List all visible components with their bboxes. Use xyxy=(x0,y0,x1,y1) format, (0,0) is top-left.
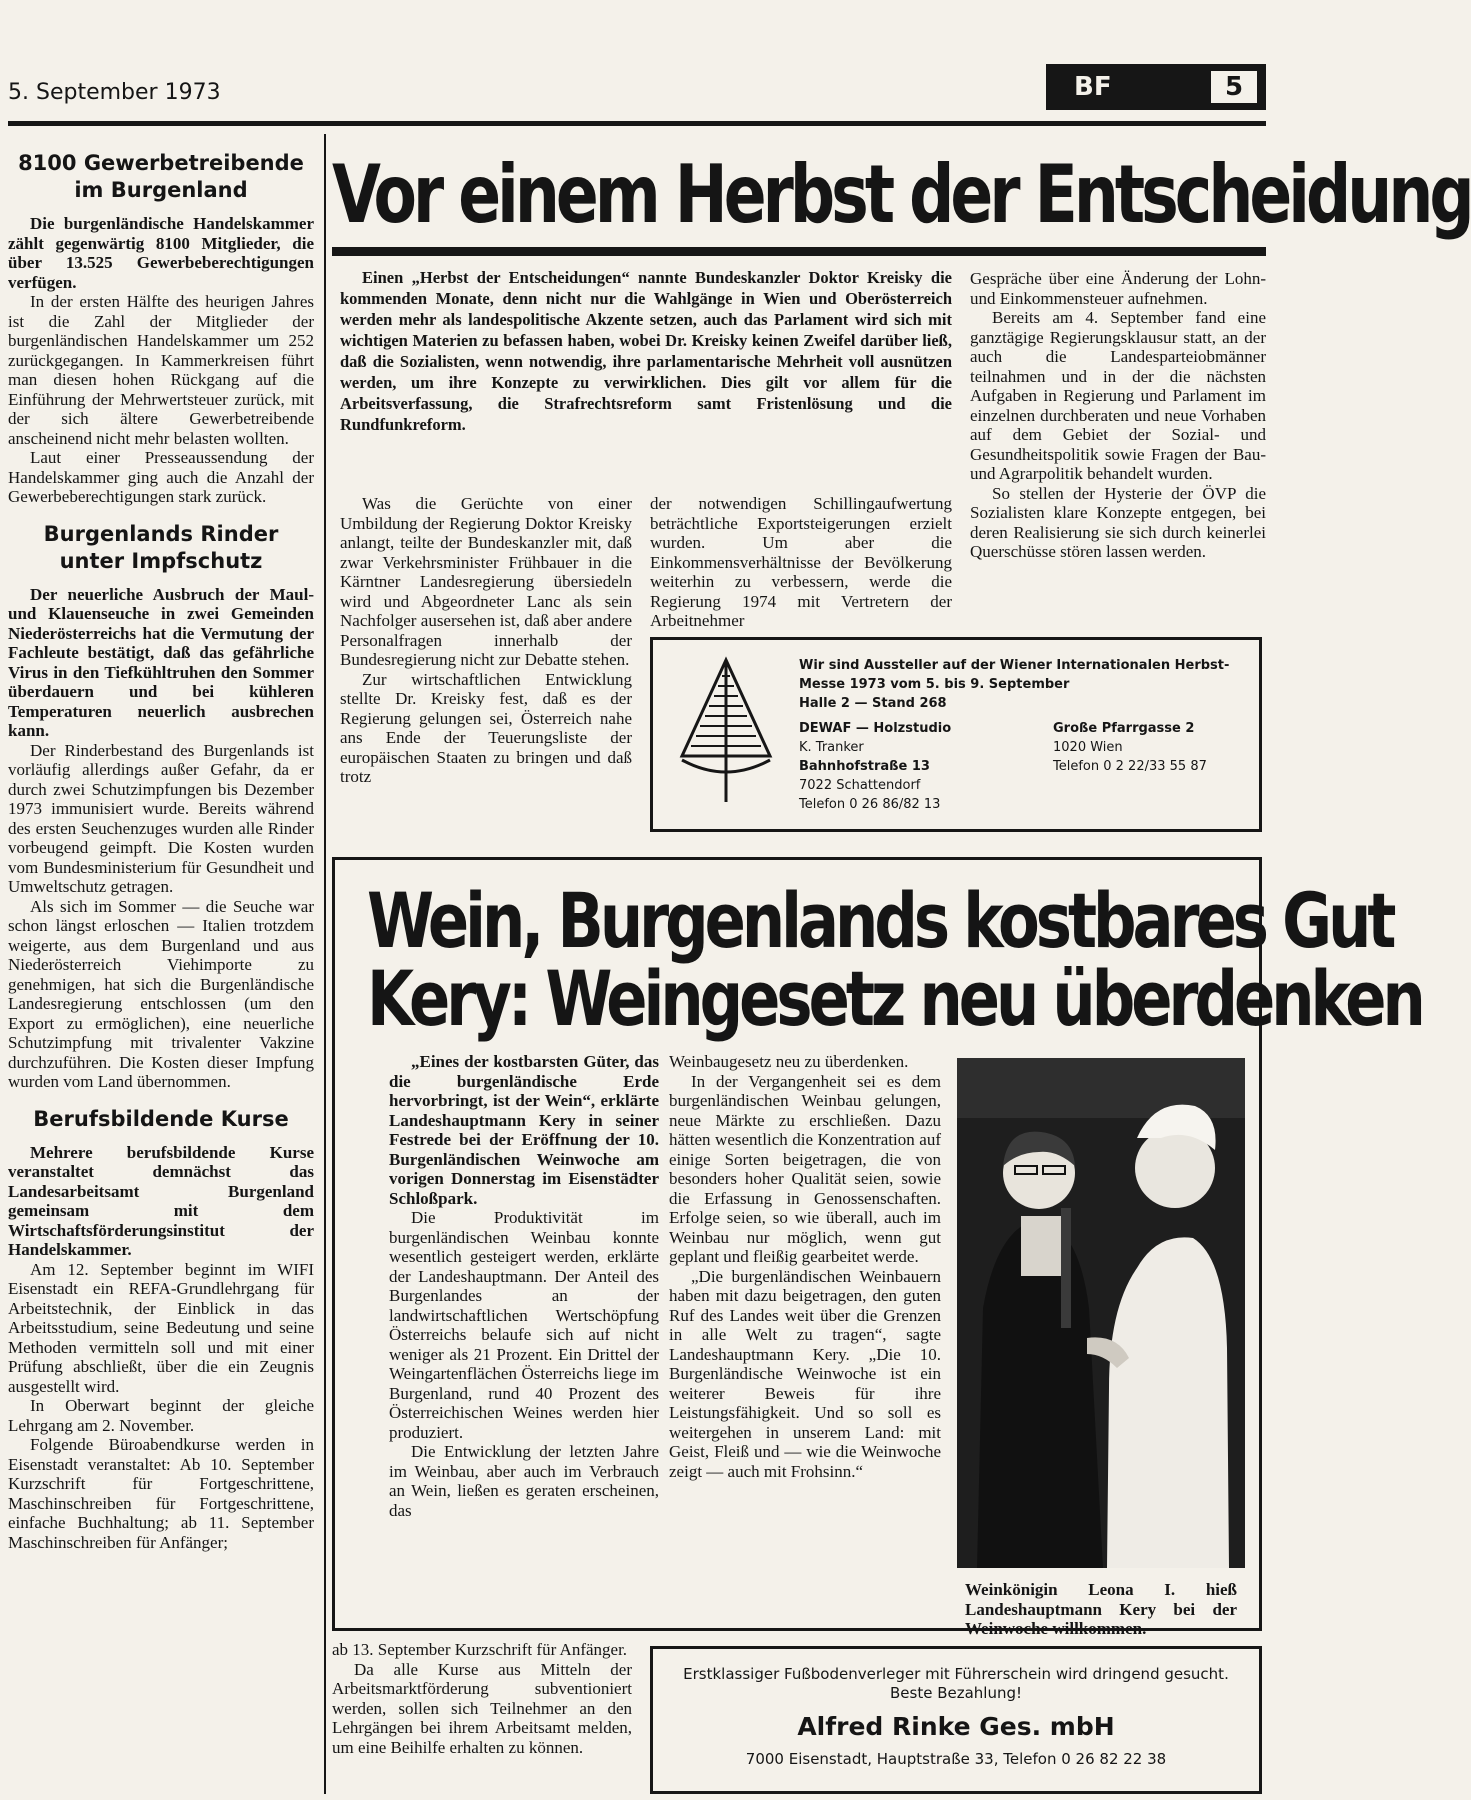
article-rinder-paragraph: Als sich im Sommer — die Seuche war schon längst erloschen — Italien trotzdem weigerte, aus dem Burgenland und aus Niederösterreich Viehimporte zu genehmigen, hat sich die Burgenländische Landesregierung entschlossen (um den Export zu ermöglichen), eine neuerliche Schutzimpfung mit trivalenter Vakzine durchzuführen. Die Kosten dieser Impfung wurden vom Land übernommen. xyxy=(8,896,314,1091)
wine-queen-photo xyxy=(957,1058,1245,1568)
top-rule xyxy=(8,121,1266,126)
kreisky-column-b xyxy=(650,494,952,631)
ad-street: Bahnhofstraße 13 xyxy=(799,759,930,774)
article-gewerbe-paragraph: Laut einer Presseaussendung der Handelskammer ging auch die Anzahl der Gewerbeberechtigungen stark zurück. xyxy=(8,448,314,506)
kreisky-intro xyxy=(340,267,952,435)
kreisky-column-c xyxy=(970,269,1266,562)
article-rinder-lead: Der neuerliche Ausbruch der Maul- und Klauenseuche in zwei Gemeinden Niederösterreichs hat die Vermutung der Fachleute bestätigt, daß das gefährliche Virus in den Tiefkühltruhen den Sommer überdauern und bei kühleren Temperaturen neuerlich ausbrechen kann. xyxy=(8,584,314,740)
article-gewerbe-paragraph: In der ersten Hälfte des heurigen Jahres ist die Zahl der Mitglieder der burgenländischen Handelskammer um 252 zurückgegangen. In Kammerkreisen führt man diesen hohen Rückgang auf die Einführung der Mehrwertsteuer zurück, mit der sich ältere Gewerbetreibende anscheinend nicht mehr belasten wollten. xyxy=(8,292,314,448)
article-kurse-paragraph: Am 12. September beginnt im WIFI Eisenstadt ein REFA-Grundlehrgang für Arbeitstechnik, der Einblick in das Arbeitsstudium, seine Bedeutung und seine Methoden vermitteln soll und mit einer Prüfung abschließt, über die ein Zeugnis ausgestellt wird. xyxy=(8,1259,314,1396)
ad-town: 7022 Schattendorf xyxy=(799,778,921,793)
wein-column-2 xyxy=(669,1052,941,1481)
column-divider xyxy=(324,134,326,1794)
wein-headline: Wein, Burgenlands kostbares Gut xyxy=(367,876,1393,965)
kreisky-column-a xyxy=(340,494,632,787)
kurse-continuation xyxy=(332,1640,632,1757)
ad-town: 1020 Wien xyxy=(1053,740,1123,755)
ad-phone: Telefon 0 26 86/82 13 xyxy=(799,797,941,812)
wein-lead: „Eines der kostbarsten Güter, das die burgenländische Erde hervorbringt, ist der Wein“, erklärte Landeshauptmann Kery in seiner Festrede bei der Eröffnung der 10. Burgenländischen Weinwoche am vorigen Donnerstag im Eisenstädter Schloßpark. xyxy=(389,1052,659,1208)
kreisky-paragraph: Was die Gerüchte von einer Umbildung der Regierung Doktor Kreisky anlangt, teilte der Bundeskanzler mit, daß zwar Verkehrsminister Frühbauer in die Kärntner Landesregierung übersiedeln wird und Abgeordneter Lanc als sein Nachfolger ausersehen ist, daß aber andere Personalfragen innerhalb der Bundesregierung nicht zur Debatte stehen. xyxy=(340,494,632,669)
ad-company: Alfred Rinke Ges. mbH xyxy=(797,1712,1115,1741)
rinke-advertisement xyxy=(650,1646,1262,1794)
ad-company: DEWAF — Holzstudio xyxy=(799,721,952,736)
section-badge xyxy=(1046,64,1266,110)
ad-line: Wir sind Aussteller auf der Wiener Internationalen Herbst- xyxy=(799,658,1230,673)
article-kurse-paragraph: Folgende Büroabendkurse werden in Eisenstadt veranstaltet: Ab 10. September Kurzschrift für Fortgeschrittene, Maschinschreiben für Fortgeschrittene, einfache Buchhaltung; ab 11. September Maschinschreiben für Anfänger; xyxy=(8,1435,314,1552)
dewaf-logo-icon xyxy=(678,656,774,806)
article-kurse-paragraph: In Oberwart beginnt der gleiche Lehrgang am 2. November. xyxy=(8,1396,314,1435)
kreisky-intro-text: Einen „Herbst der Entscheidungen“ nannte Bundeskanzler Doktor Kreisky die kommenden Monate, denn nicht nur die Wahlgänge in Wien und Oberösterreich werden mehr als landespolitische Akzente setzen, auch das Parlament wird sich mit wichtigen Materien zu befassen haben, wobei Dr. Kreisky keinen Zweifel darüber ließ, daß die Sozialisten, wenn notwendig, ihre parlamentarische Mehrheit voll ausnützen werden, um ihre Konzepte zu verwirklichen. Dies gilt vor allem für die Arbeitsverfassung, die Strafrechtsreform samt Fristenlösung und die Rundfunkreform. xyxy=(340,268,952,434)
article-rinder-paragraph: Der Rinderbestand des Burgenlands ist vorläufig allerdings außer Gefahr, da er durch zwei Schutzimpfungen bis Dezember 1973 immunisiert wurde. Bereits während des ersten Seuchenzuges wurden alle Rinder vorbeugend geimpft. Die Kosten wurden vom Bundesministerium für Gesundheit und Umweltschutz getragen. xyxy=(8,740,314,896)
wein-paragraph: „Die burgenländischen Weinbauern haben mit dazu beigetragen, den guten Ruf des Landes weit über die Grenzen in alle Welt zu tragen“, sagte Landeshauptmann Kery. „Die 10. Burgenländische Weinwoche ist ein weiterer Beweis für ihre Leistungsfähigkeit. Und so soll es weitergehen in unserem Land: mit Geist, Fleiß und — wie die Weinwoche zeigt — auch mit Frohsinn.“ xyxy=(669,1266,941,1481)
article-kurse-lead: Mehrere berufsbildende Kurse veranstaltet demnächst das Landesarbeitsamt Burgenland gemeinsam mit dem Wirtschaftsförderungsinstitut der Handelskammer. xyxy=(8,1142,314,1259)
article-rinder-headline xyxy=(8,521,314,575)
headline-line: Burgenlands Rinder xyxy=(43,521,279,546)
wein-paragraph: Die Entwicklung der letzten Jahre im Weinbau, aber auch im Verbrauch an Wein, ließen es geraten erscheinen, das xyxy=(389,1442,659,1520)
kurse-paragraph: Da alle Kurse aus Mitteln der Arbeitsmarktförderung subventioniert werden, sollen sich Teilnehmer an den Lehrgängen bei ihrem Arbeitsamt melden, um eine Beihilfe erhalten zu können. xyxy=(332,1659,632,1757)
article-kurse-headline: Berufsbildende Kurse xyxy=(33,1106,289,1131)
ad-phone: Telefon 0 2 22/33 55 87 xyxy=(1053,759,1207,774)
kreisky-headline: Vor einem Herbst der Entscheidung xyxy=(332,148,1471,241)
ad-line: Halle 2 — Stand 268 xyxy=(799,696,947,711)
photo-illustration-icon xyxy=(957,1058,1245,1568)
section-label: BF xyxy=(1074,72,1112,102)
wein-paragraph: Weinbaugesetz neu zu überdenken. xyxy=(669,1052,909,1071)
ad-line: Messe 1973 vom 5. bis 9. September xyxy=(799,677,1070,692)
ad-owner: K. Tranker xyxy=(799,740,864,755)
headline-line: im Burgenland xyxy=(74,178,248,202)
kurse-paragraph: ab 13. September Kurzschrift für Anfänger. xyxy=(332,1640,628,1659)
ad-street: Große Pfarrgasse 2 xyxy=(1053,721,1195,736)
kreisky-paragraph: Gespräche über eine Änderung der Lohn- und Einkommensteuer aufnehmen. xyxy=(970,269,1266,308)
wein-paragraph: Die Produktivität im burgenländischen Weinbau konnte wesentlich gesteigert werden, erklärte der Landeshauptmann. Der Anteil des Burgenlandes an der landwirtschaftlichen Wertschöpfung Österreichs belaufe sich auf nicht weniger als 21 Prozent. Ein Drittel der Weingartenflächen Österreichs liege im Burgenland, rund 40 Prozent des Österreichischen Weines werden hier produziert. xyxy=(389,1208,659,1442)
wein-subheadline: Kery: Weingesetz neu überdenken xyxy=(367,954,1422,1043)
job-offer-text: Erstklassiger Fußbodenverleger mit Führerschein wird dringend gesucht. Beste Bezahlung! xyxy=(683,1665,1229,1702)
kreisky-paragraph: Zur wirtschaftlichen Entwicklung stellte Dr. Kreisky fest, daß es der Regierung gelungen sei, Österreich nahe ans Ende der Teuerungsliste der europäischen Staaten zu bringen und daß trotz xyxy=(340,669,632,786)
headline-line: 8100 Gewerbetreibende xyxy=(18,151,304,175)
dewaf-address xyxy=(799,719,951,814)
article-gewerbe-lead: Die burgenländische Handelskammer zählt gegenwärtig 8100 Mitglieder, die über 13.525 Gewerbeberechtigungen verfügen. xyxy=(8,214,314,292)
kreisky-paragraph: Bereits am 4. September fand eine ganztägige Regierungsklausur statt, an der auch die Landesparteiobmänner teilnahmen und in der die nächsten Aufgaben in Regierung und Parlament im einzelnen durchberaten und neue Vorhaben auf dem Gebiet der Sozial- und Gesundheitspolitik sowie Fragen der Bau- und Agrarpolitik behandelt wurden. xyxy=(970,308,1266,483)
dewaf-advertisement xyxy=(650,637,1262,832)
kreisky-paragraph: So stellen der Hysterie der ÖVP die Sozialisten klare Konzepte entgegen, bei deren Realisierung sie sich durch keinerlei Querschüsse stören lassen werden. xyxy=(970,483,1266,561)
wein-column-1 xyxy=(389,1052,659,1520)
issue-date: 5. September 1973 xyxy=(8,80,221,105)
dewaf-vienna-address xyxy=(1053,719,1207,776)
article-gewerbe-headline xyxy=(8,150,314,204)
wein-article xyxy=(332,857,1422,1638)
kreisky-paragraph: der notwendigen Schillingaufwertung beträchtliche Exportsteigerungen erzielt wurden. Um aber die Einkommensverhältnisse der Bevölkerung weiterhin zu verbessern, werde die Regierung 1974 mit Vertretern der Arbeitnehmer xyxy=(650,494,952,630)
headline-line: unter Impfschutz xyxy=(59,548,263,573)
ad-address: 7000 Eisenstadt, Hauptstraße 33, Telefon 0 26 82 22 38 xyxy=(745,1750,1167,1768)
headline-rule xyxy=(332,247,1266,256)
wein-paragraph: In der Vergangenheit sei es dem burgenländischen Weinbau gelungen, neue Märkte zu erschließen. Dazu hätten wesentlich die Konzentration auf einige Sorten beigetragen, die von besonders hoher Qualität seien, sowie die Erfassung in Genossenschaften. Erfolge seien, so wie überall, auch im Weinbau nur möglich, wenn gut geplant und fleißig gearbeitet werde. xyxy=(669,1071,941,1266)
page-number: 5 xyxy=(1208,68,1260,106)
photo-caption: Weinkönigin Leona I. hieß Landeshauptmann Kery bei der Weinwoche willkommen. xyxy=(965,1580,1237,1638)
left-column xyxy=(8,150,314,1552)
